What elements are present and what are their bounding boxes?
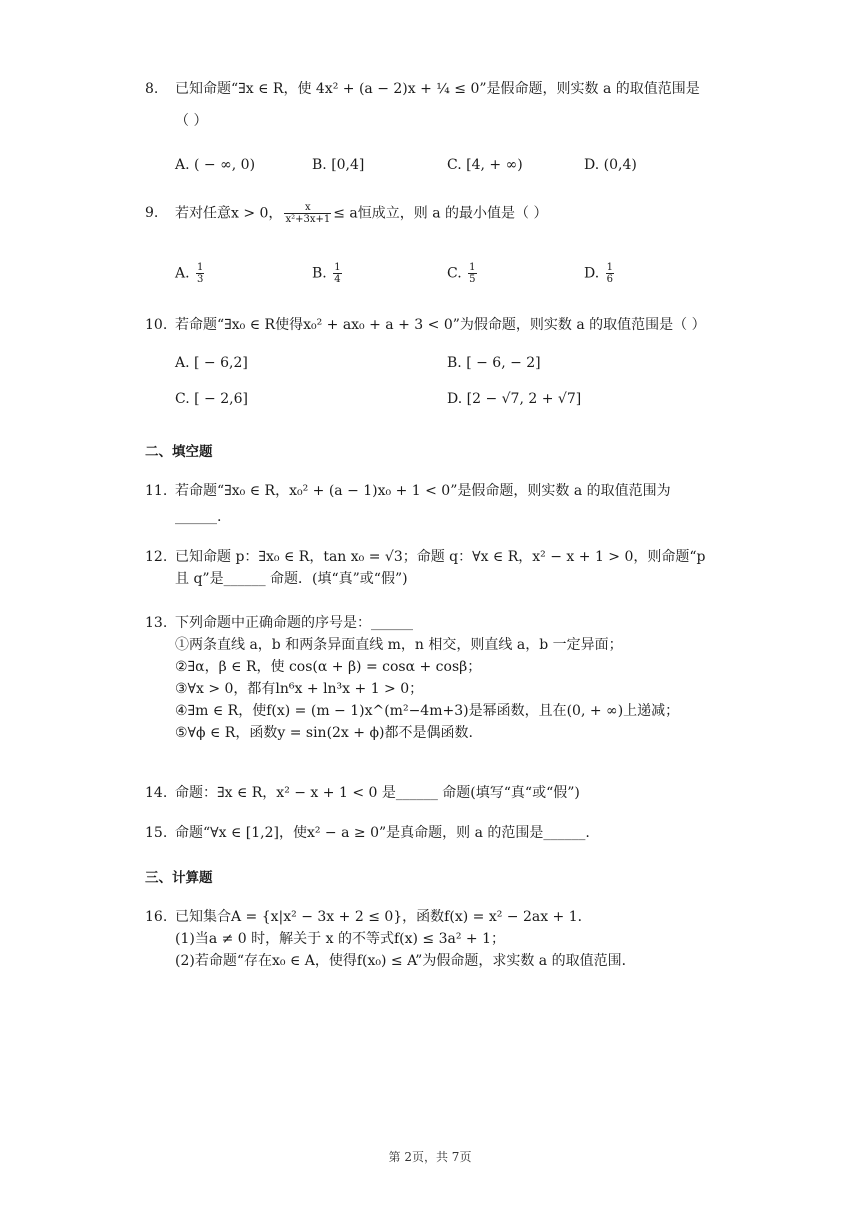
option-label: D.: [584, 265, 600, 282]
option-label: C.: [447, 265, 462, 282]
section-heading-fill-in: 二、填空题: [145, 444, 213, 460]
question-text: 已知集合A = {x|x² − 3x + 2 ≤ 0}，函数f(x) = x² − 2ax + 1．: [175, 909, 592, 925]
question-text: 已知命题“∃x ∈ R，使 4x² + (a − 2)x + ¼ ≤ 0”是假命题，则实数 a 的取值范围是: [175, 81, 700, 97]
statement-2: ②∃α，β ∈ R，使 cos(α + β) = cosα + cosβ；: [175, 659, 482, 675]
page-footer: 第 2页，共 7页: [388, 1150, 472, 1164]
fraction-denominator: x²+3x+1: [285, 214, 331, 225]
statement-3: ③∀x > 0，都有ln⁶x + ln³x + 1 > 0；: [175, 681, 424, 697]
question-text-pre: 若对任意x > 0，: [175, 205, 283, 222]
option-label: A.: [175, 265, 190, 282]
option-c: C. [4, + ∞): [447, 157, 523, 173]
fraction: [196, 262, 204, 285]
question-number: 11.: [145, 483, 168, 499]
question-text-2: 且 q”是______ 命题．(填“真”或“假”): [175, 571, 408, 587]
question-12: [145, 546, 725, 590]
statement-1: ①两条直线 a，b 和两条异面直线 m，n 相交，则直线 a，b 一定异面；: [175, 637, 623, 653]
question-8-options: [145, 154, 725, 178]
option-a: [175, 262, 206, 285]
option-b: B. [0,4]: [312, 157, 365, 173]
question-text: 若命题“∃x₀ ∈ R，x₀² + (a − 1)x₀ + 1 < 0”是假命题，则实数 a 的取值范围为: [175, 483, 671, 499]
fraction: [284, 202, 331, 225]
question-number: 9.: [145, 205, 159, 221]
question-number: 10.: [145, 317, 168, 333]
fraction-denominator: 5: [469, 274, 476, 285]
fraction-numerator: x: [284, 202, 331, 214]
option-b: B. [ − 6, − 2]: [447, 355, 541, 371]
fraction-numerator: 1: [197, 262, 204, 273]
fraction-denominator: 6: [606, 274, 614, 285]
section-heading-calculation: 三、计算题: [145, 870, 213, 886]
question-number: 12.: [145, 549, 168, 565]
fraction: [468, 262, 476, 285]
fraction-numerator: 1: [469, 262, 476, 273]
fraction: [606, 262, 614, 285]
question-number: 13.: [145, 615, 168, 631]
fraction-numerator: 1: [606, 262, 614, 273]
sub-question-1: (1)当a ≠ 0 时，解关于 x 的不等式f(x) ≤ 3a² + 1；: [175, 931, 505, 947]
question-text: 命题：∃x ∈ R，x² − x + 1 < 0 是______ 命题(填写“真“或“假”): [175, 785, 580, 801]
question-number: 16.: [145, 909, 168, 925]
option-b: [312, 262, 344, 285]
question-9: [145, 202, 725, 225]
question-number: 8.: [145, 81, 159, 97]
option-c: C. [ − 2,6]: [175, 391, 248, 407]
question-11: [145, 480, 725, 528]
fraction-denominator: 4: [334, 274, 341, 285]
question-text: 命题“∀x ∈ [1,2]，使x² − a ≥ 0”是真命题，则 a 的范围是______.: [175, 825, 590, 841]
option-label: B.: [312, 265, 327, 282]
option-d: D. [2 − √7, 2 + √7]: [447, 391, 582, 407]
question-13: [145, 612, 725, 744]
option-a: A. [ − 6,2]: [175, 355, 248, 371]
option-a: A. ( − ∞, 0): [175, 157, 256, 173]
question-8: [145, 78, 725, 132]
option-c: [447, 262, 479, 285]
question-16: [145, 906, 725, 972]
answer-blank: ______.: [175, 509, 222, 525]
option-d: D. (0,4): [584, 157, 637, 173]
question-text: 若命题“∃x₀ ∈ R使得x₀² + ax₀ + a + 3 < 0”为假命题，则实数 a 的取值范围是（ ）: [175, 317, 706, 333]
statement-4: ④∃m ∈ R，使f(x) = (m − 1)x^(m²−4m+3)是幂函数，且在(0, + ∞)上递减；: [175, 703, 680, 719]
option-d: [584, 262, 616, 285]
fraction-denominator: 3: [197, 274, 204, 285]
question-10-options: [145, 352, 725, 412]
question-15: [145, 822, 725, 844]
question-9-options: [145, 262, 725, 286]
question-text: 已知命题 p：∃x₀ ∈ R，tan x₀ = √3；命题 q：∀x ∈ R，x² − x + 1 > 0，则命题“p: [175, 549, 706, 565]
question-10: [145, 314, 725, 336]
question-14: [145, 782, 725, 804]
sub-question-2: (2)若命题“存在x₀ ∈ A，使得f(x₀) ≤ A”为假命题，求实数 a 的取值范围．: [175, 953, 636, 969]
question-number: 15.: [145, 825, 168, 841]
question-number: 14.: [145, 785, 168, 801]
question-text: 下列命题中正确命题的序号是：______: [175, 615, 413, 631]
question-text-post: ≤ a恒成立，则 a 的最小值是（ ）: [333, 205, 548, 222]
statement-5: ⑤∀ϕ ∈ R，函数y = sin(2x + ϕ)都不是偶函数.: [175, 725, 473, 741]
fraction: [333, 262, 341, 285]
fraction-numerator: 1: [334, 262, 341, 273]
answer-paren: （ ）: [175, 113, 208, 129]
